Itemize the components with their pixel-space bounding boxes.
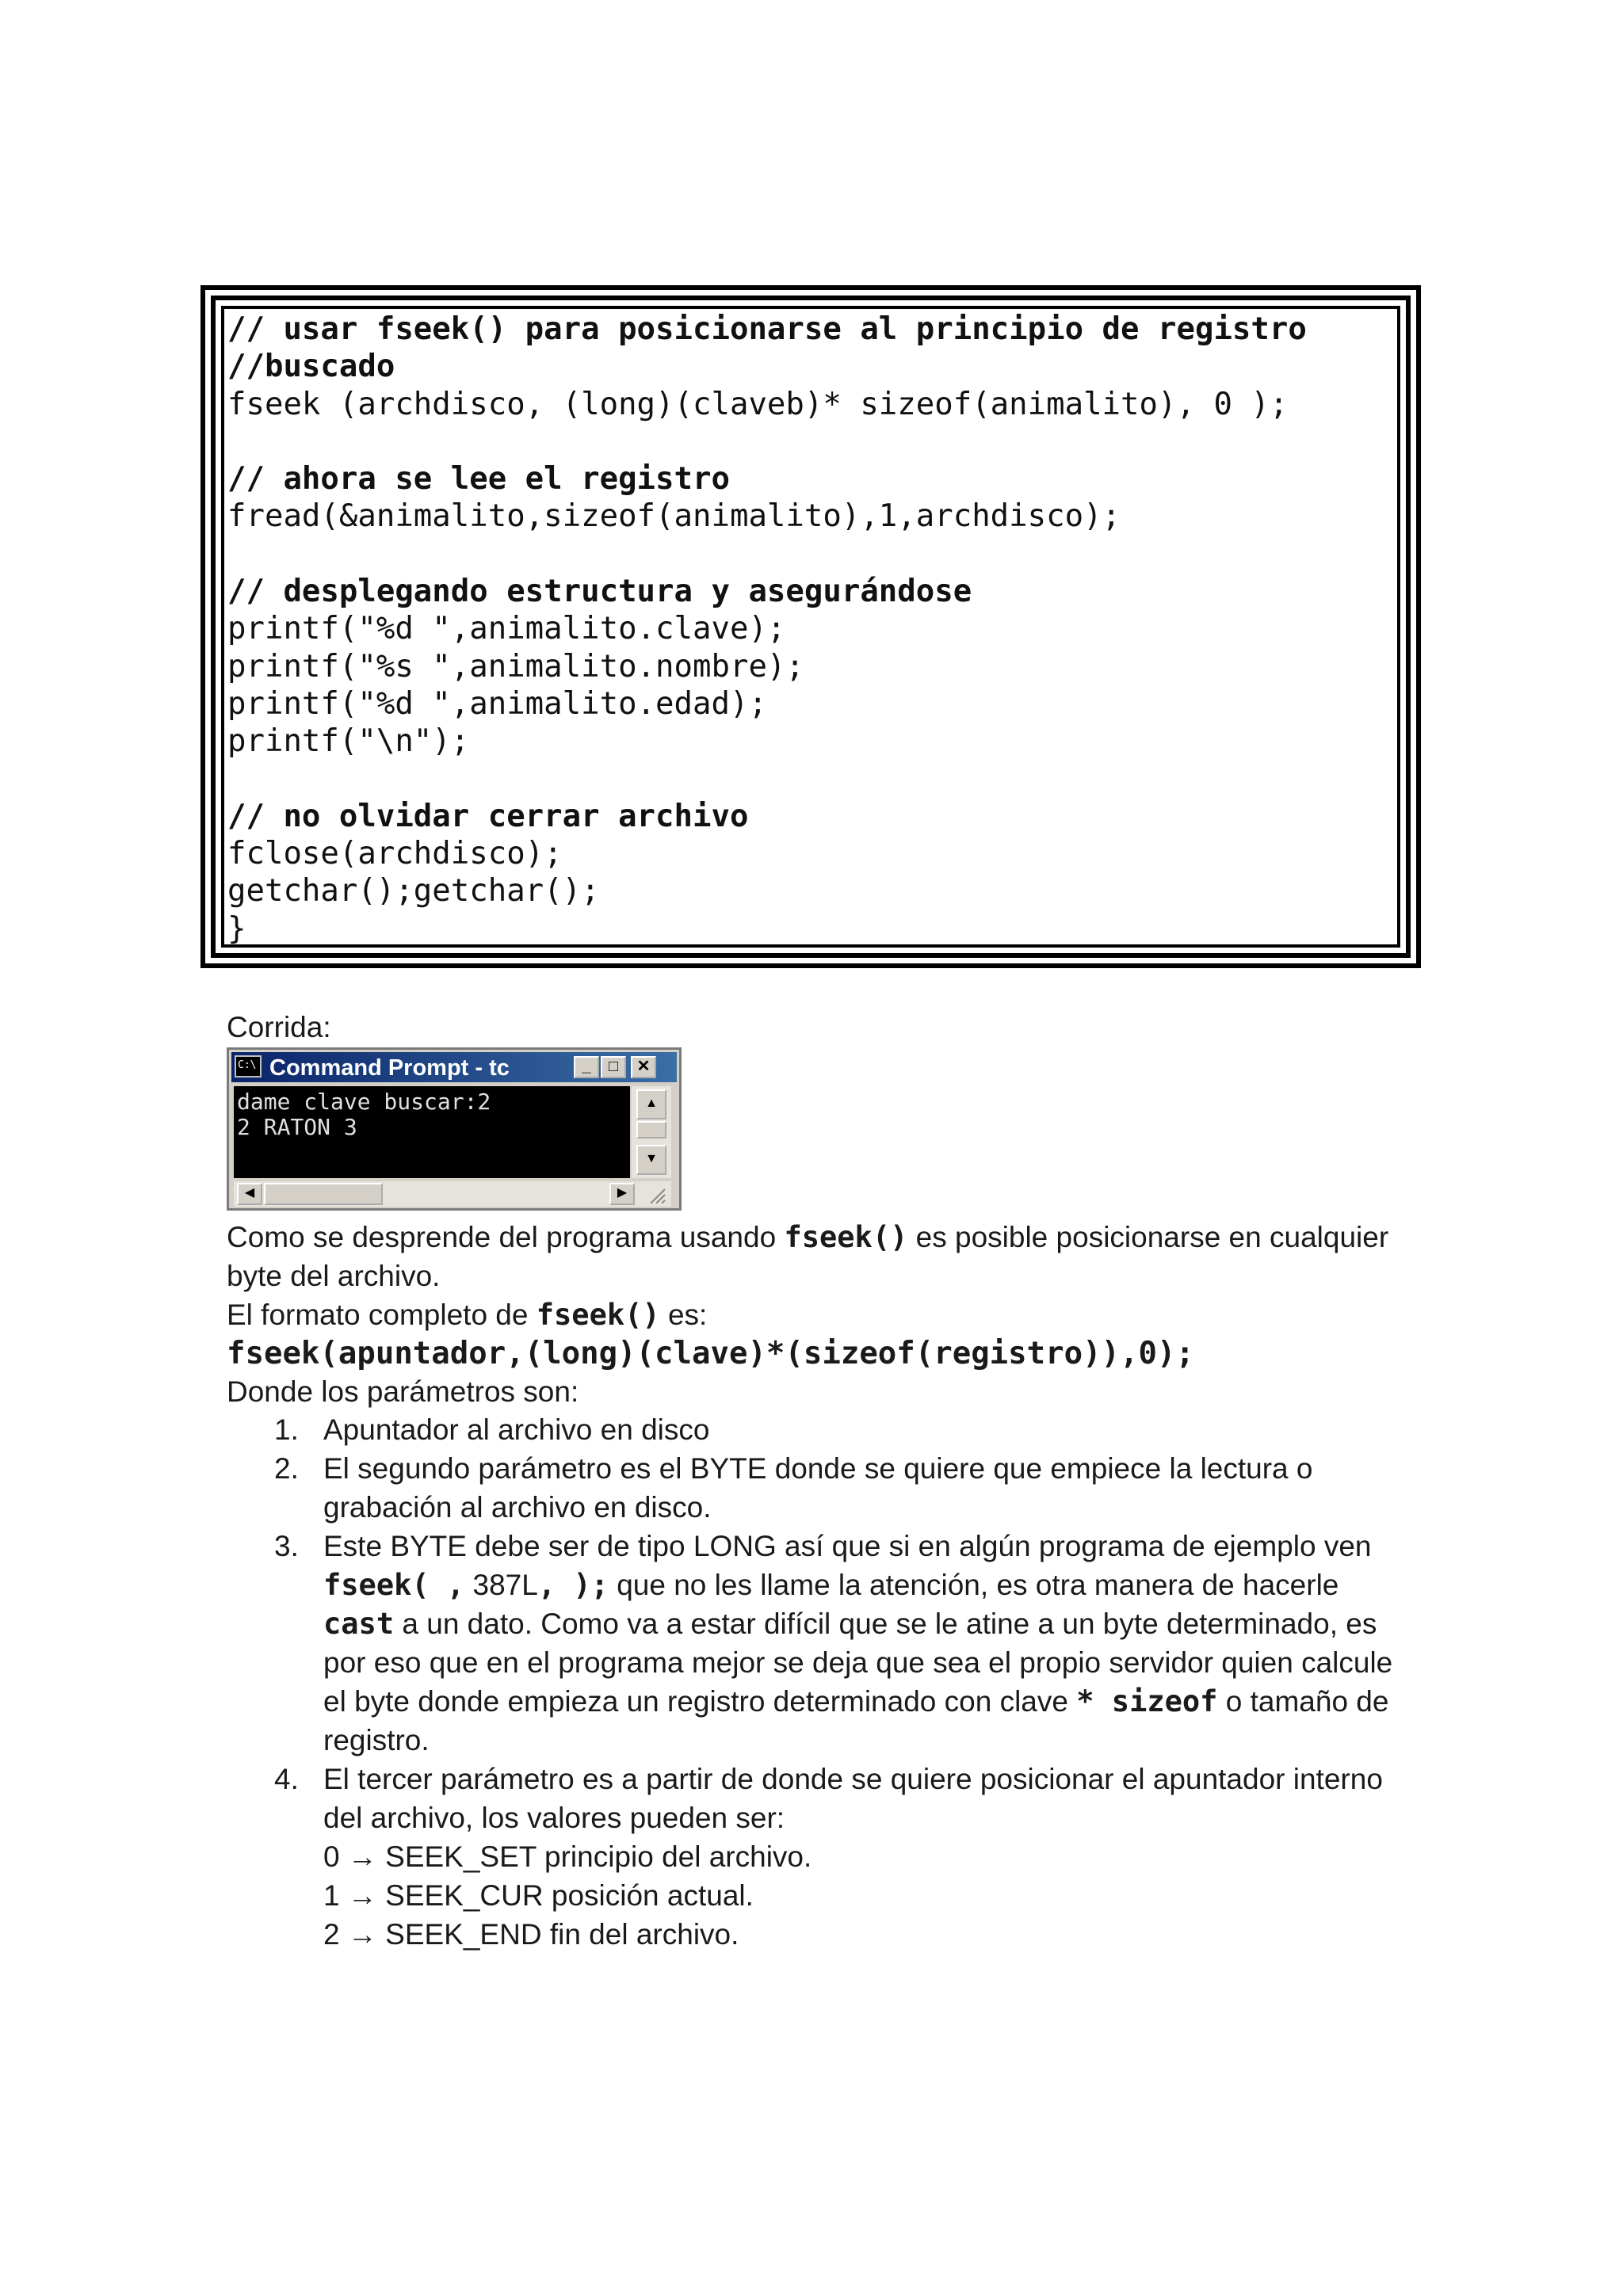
inline-code: fseek( , bbox=[323, 1568, 465, 1602]
seek-option: 2 → SEEK_END fin del archivo. bbox=[323, 1918, 739, 1951]
text-span: que no les llame la atención, es otra manera de hacerle bbox=[608, 1569, 1339, 1601]
code-line: printf("\n"); bbox=[227, 723, 470, 760]
paragraph-fseek-intro bbox=[227, 1218, 1415, 1295]
text-span: o tamaño de bbox=[1217, 1685, 1389, 1718]
horizontal-scrollbar[interactable] bbox=[234, 1181, 671, 1207]
text-span: por eso que en el programa mejor se deja que sea el propio servidor quien calcule bbox=[323, 1646, 1393, 1679]
params-intro: Donde los parámetros son: bbox=[227, 1375, 579, 1408]
window-titlebar[interactable] bbox=[231, 1052, 677, 1082]
console-output bbox=[234, 1086, 630, 1178]
inline-code: cast bbox=[323, 1607, 395, 1641]
code-comment-line: // usar fseek() para posicionarse al principio de registro bbox=[227, 311, 1307, 347]
list-number: 2. bbox=[274, 1452, 299, 1485]
text-span: Este BYTE debe ser de tipo LONG así que si en algún programa de ejemplo ven bbox=[323, 1530, 1372, 1562]
code-comment-line: //buscado bbox=[227, 349, 395, 385]
list-number: 1. bbox=[274, 1413, 299, 1446]
command-prompt-window bbox=[227, 1047, 682, 1211]
text-span: Como se desprende del programa usando bbox=[227, 1221, 785, 1253]
code-line: fseek (archdisco, (long)(claveb)* sizeof(animalito), 0 ); bbox=[227, 386, 1289, 422]
code-line: getchar();getchar(); bbox=[227, 873, 600, 910]
code-comment-line: // no olvidar cerrar archivo bbox=[227, 798, 749, 834]
text-span: es posible posicionarse en cualquier bbox=[907, 1221, 1389, 1253]
code-line bbox=[227, 536, 1397, 573]
inline-code: * sizeof bbox=[1076, 1684, 1218, 1718]
code-line bbox=[227, 423, 1397, 460]
scroll-left-arrow-icon[interactable]: ◀ bbox=[237, 1183, 262, 1205]
text-span: el byte donde empieza un registro determinado con clave bbox=[323, 1685, 1077, 1718]
paragraph-format bbox=[227, 1295, 1415, 1334]
code-line: printf("%d ",animalito.edad); bbox=[227, 685, 767, 722]
inline-code: fseek() bbox=[784, 1220, 908, 1254]
text-span: byte del archivo. bbox=[227, 1260, 441, 1292]
list-number: 4. bbox=[274, 1763, 299, 1795]
code-box-middle-border bbox=[211, 296, 1411, 958]
text-span: del archivo, los valores pueden ser: bbox=[323, 1802, 785, 1834]
seek-option: 0 → SEEK_SET principio del archivo. bbox=[323, 1840, 812, 1873]
code-listing bbox=[221, 306, 1400, 948]
text-span: a un dato. Como va a estar difícil que se le atine a un byte determinado, es bbox=[394, 1608, 1377, 1640]
inline-code: fseek() bbox=[536, 1298, 660, 1332]
list-item bbox=[227, 1527, 1415, 1760]
text-span: 387L bbox=[464, 1569, 538, 1601]
code-box bbox=[200, 285, 1421, 968]
list-item bbox=[227, 1410, 1415, 1449]
inline-code: , ); bbox=[537, 1568, 609, 1602]
scroll-right-arrow-icon[interactable]: ▶ bbox=[609, 1183, 635, 1205]
code-line: } bbox=[227, 910, 246, 947]
console-line: 2 RATON 3 bbox=[237, 1114, 357, 1140]
scroll-down-arrow-icon[interactable]: ▼ bbox=[636, 1145, 666, 1175]
text-span: registro. bbox=[323, 1724, 430, 1756]
code-comment-line: // desplegando estructura y asegurándose bbox=[227, 574, 972, 610]
parameters-list bbox=[227, 1410, 1415, 1954]
fseek-formula: fseek(apuntador,(long)(clave)*(sizeof(registro)),0); bbox=[227, 1336, 1194, 1371]
console-line: dame clave buscar:2 bbox=[237, 1089, 491, 1115]
window-title: Command Prompt - tc bbox=[269, 1055, 510, 1081]
cmd-app-icon: C:\ bbox=[235, 1055, 262, 1077]
text-span: grabación al archivo en disco. bbox=[323, 1491, 712, 1524]
code-line: printf("%s ",animalito.nombre); bbox=[227, 648, 804, 685]
code-line: fread(&animalito,sizeof(animalito),1,archdisco); bbox=[227, 498, 1121, 535]
vertical-scrollbar[interactable] bbox=[632, 1086, 671, 1178]
code-line: fclose(archdisco); bbox=[227, 836, 563, 872]
minimize-button[interactable]: _ bbox=[574, 1056, 599, 1078]
list-number: 3. bbox=[274, 1530, 299, 1562]
text-span: Apuntador al archivo en disco bbox=[323, 1413, 710, 1446]
text-span: es: bbox=[659, 1299, 708, 1331]
scroll-up-arrow-icon[interactable]: ▲ bbox=[636, 1089, 666, 1119]
code-comment-line: // ahora se lee el registro bbox=[227, 461, 730, 498]
scroll-thumb[interactable] bbox=[636, 1121, 666, 1138]
scroll-thumb-horizontal[interactable] bbox=[264, 1183, 383, 1205]
text-span: El formato completo de bbox=[227, 1299, 537, 1331]
code-line: printf("%d ",animalito.clave); bbox=[227, 611, 786, 647]
seek-option: 1 → SEEK_CUR posición actual. bbox=[323, 1879, 754, 1912]
list-item bbox=[227, 1760, 1415, 1954]
resize-grip-icon[interactable] bbox=[640, 1184, 666, 1203]
code-line bbox=[227, 761, 1397, 798]
maximize-button[interactable]: □ bbox=[601, 1056, 626, 1078]
text-span: El tercer parámetro es a partir de donde se quiere posicionar el apuntador interno bbox=[323, 1763, 1383, 1795]
text-span: El segundo parámetro es el BYTE donde se quiere que empiece la lectura o bbox=[323, 1452, 1313, 1485]
list-item bbox=[227, 1449, 1415, 1527]
run-label: Corrida: bbox=[227, 1011, 331, 1043]
close-button[interactable]: ✕ bbox=[631, 1056, 656, 1078]
